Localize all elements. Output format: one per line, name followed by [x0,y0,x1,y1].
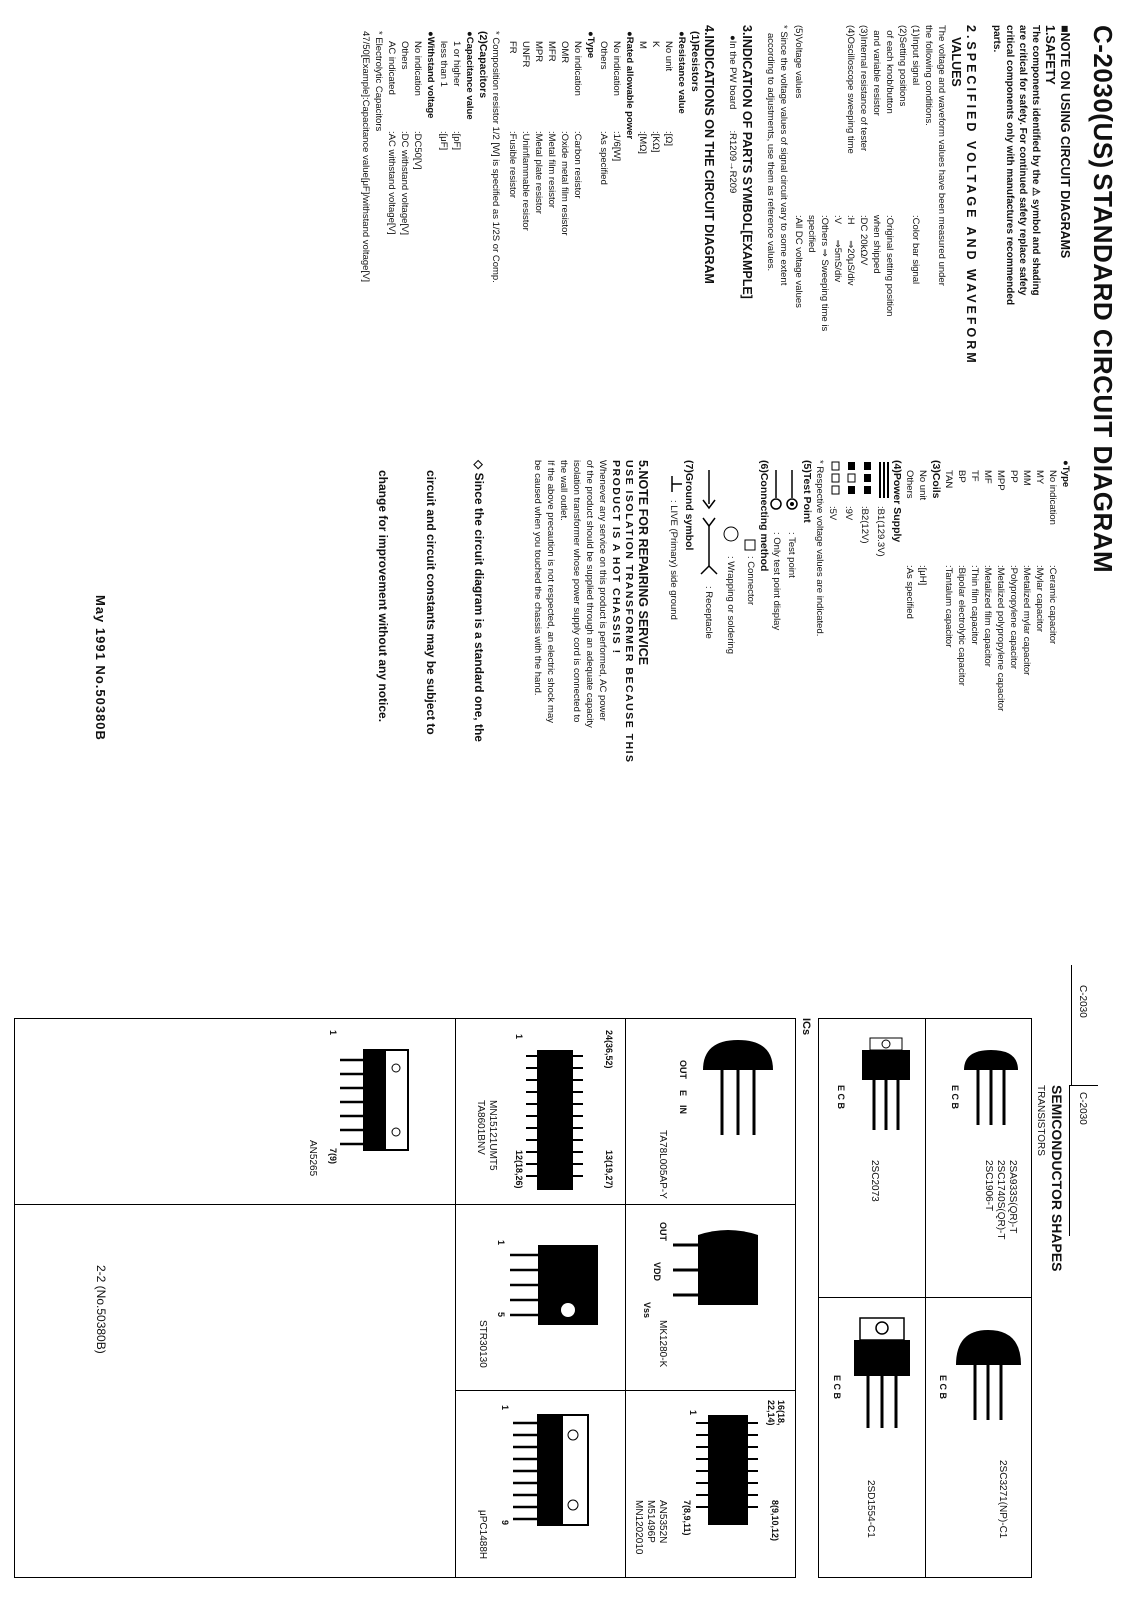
definition-row [981,460,994,870]
definition-key: No unit [917,470,928,501]
definition-row [1046,460,1059,870]
transistor-pins: E C B [836,1085,846,1110]
ic-pin-label: 16(18, 22,14) [766,1400,786,1426]
definition-value: :[pF] [451,131,462,151]
definition-row [519,31,532,445]
definition-value: :DC withstand voltage[V] [399,131,410,236]
text-line: If the above precaution is not respected, an electric shock may [545,460,556,723]
ic-pin-label: VDD [652,1262,662,1282]
supply-symbol-b1 [874,460,890,506]
definition-row [903,460,916,870]
title-region: (US) [1088,113,1118,169]
definition-key: and variable resistor [871,25,882,116]
receptacle-label: : Receptacle [703,586,714,639]
cap-value-heading: ●Capacitance value [464,31,475,120]
wrapping-label: : Wrapping or soldering [725,556,736,655]
text-line: change for improvement without any notice. [376,460,390,723]
definition-value: :Metalized polypropylene capacitor [995,565,1006,712]
supply-note: * Respective voltage values are indicated. [814,460,825,637]
definition-key: UNFR [520,41,531,68]
definition-row [597,31,610,445]
definition-key: (1)Input signal [910,25,921,86]
definition-row [792,25,805,445]
definition-row [450,31,463,445]
definition-key: MFR [546,41,557,62]
definition-key: Others [399,41,410,70]
ic-pin-label: OUT [658,1222,668,1241]
res-units [636,31,675,445]
cap-units [437,31,463,445]
ic-pin-label: 7(8,9,11) [682,1500,692,1536]
definition-key: No indication [412,41,423,96]
ground-label: : LIVE (Primary) side ground [668,500,679,620]
definition-value: :DC 20kΩ/V [858,215,869,266]
right-footer: 2-2 (No.50380B) [94,1265,108,1354]
testpoint-display-label: : Only test point display [771,532,782,631]
definition-row [437,31,450,445]
ta78l005-ic-icon [628,1030,788,1210]
definition-value: when shipped [871,215,882,274]
transistor-name: 2SC3271(NP)-C1 [997,1460,1008,1539]
ic-name: MN15121UMT5 TA8601BNV [475,1100,498,1171]
ic-pin-label: 1 [496,1240,506,1246]
text-line: isolation transformer whose power supply cord is connected to [571,460,582,723]
repair-warning [609,460,635,870]
text-line: * Since the voltage values of signal circuit vary to some extent [778,25,789,286]
supply-9v: :9V [843,506,854,521]
supply-symbol-9v [842,460,858,506]
transistor-pins: E C B [938,1375,948,1400]
text-line: PRODUCT IS A HOT CHASSIS ! [610,460,622,655]
ic-pin-label: 8(9,10,12) [770,1500,780,1542]
text-line: ◇ Since the circuit diagram is a standard one, the [472,460,486,742]
definition-row [896,25,909,445]
final-note [343,460,519,870]
definition-row [909,25,922,445]
definition-value: :AC withstand voltage[V] [386,131,397,235]
supply-symbol-5v [826,460,842,506]
definition-value: :Polypropylene capacitor [1008,565,1019,670]
definition-value: :DC50[V] [412,131,423,170]
definition-value: :[μH] [917,565,928,586]
ic-pin-label: 9 [500,1520,510,1526]
definition-row [1007,460,1020,870]
elec-heading: * Electrolytic Capacitors [373,31,384,132]
definition-row [883,25,896,445]
definition-value: :Metalized mylar capacitor [1021,565,1032,676]
to220-transistor-icon [820,1310,920,1580]
text-line: of the product should be supplied through an adequate capacity [584,460,595,728]
res-type-heading: ●Type [585,31,596,59]
definition-row [662,31,675,445]
definition-key: No indication [611,41,622,96]
definition-value: :Thin film capacitor [969,565,980,645]
spec-items [792,25,922,445]
parts-heading: 3.INDICATION OF PARTS SYMBOL[EXAMPLE] [740,25,754,299]
definition-value: :Tantalum capacitor [943,565,954,648]
mk1280-ic-icon [628,1215,788,1395]
res-types [506,31,584,445]
text-line: the wall outlet. [558,460,569,521]
text-line: be caused when you touched the chassis with the hand. [532,460,543,696]
transistor-name: 2SD1554-C1 [865,1480,876,1538]
ic-pin-label: 5 [496,1312,506,1318]
ic-name: AN5265 [307,1140,318,1177]
definition-row [857,25,870,445]
page-title [1087,25,1118,1025]
text-line: are critical for safety. For continued safety replace safety [1017,25,1028,296]
definition-value: :Uninflammable resistor [520,131,531,231]
testpoint-heading: (5)Test Point [801,460,813,523]
definition-row [1020,460,1033,870]
definition-key: MY [1034,470,1045,485]
testpoint-symbol-icon [770,470,800,530]
repair-heading: 5.NOTE FOR REPAIRING SERVICE [636,460,650,666]
definition-value: :[MΩ] [637,131,648,154]
tab-line [1071,965,1072,1086]
definition-key: (3)Internal resistance of tester [858,25,869,152]
text-line: USE ISOLATION TRANSFORMER BECAUSE THIS [623,460,635,764]
definition-key: (5)Voltage values [793,25,804,99]
spec-heading: 2.SPECIFIED VOLTAGE AND WAVEFORM [964,25,978,366]
ic-pin-label: 24(36,52) [604,1030,614,1069]
supply-symbol-b2 [858,460,874,506]
supply-5v: :5V [827,506,838,521]
text-line: parts. [991,25,1002,53]
definition-key: MF [982,470,993,484]
definition-key: (2)Setting positions [897,25,908,107]
spec-heading-2: VALUES [949,37,963,87]
definition-value: :Metal plate resistor [533,131,544,214]
definition-row [558,31,571,445]
ic-pin-label: 7(9) [328,1148,338,1165]
definition-row [1033,460,1046,870]
res-note: * Composition resistor 1/2 [W] is specified as 1/2S or Comp. [490,31,501,283]
definition-row [610,31,623,445]
left-footer: May 1991 No.50380B [93,595,108,741]
definition-row [411,31,424,445]
definition-row [571,31,584,445]
cap-type-heading: ●Type [1060,460,1071,488]
ic-pin-label: E [678,1090,688,1097]
definition-value: :H ⇒20μS/div [845,215,856,286]
definition-row [942,460,955,870]
definition-row [398,31,411,445]
repair-text [531,460,609,870]
definition-value: :Metal film resistor [546,131,557,209]
definition-row [844,25,857,445]
ic-pin-label: 13(19,27) [604,1150,614,1189]
text-line: The components identified by the ⚠ symbol and shading [1030,25,1041,296]
definition-row [545,31,558,445]
ics-label: ICs [800,1018,812,1036]
definition-row [831,25,844,445]
definition-key: PP [1008,470,1019,483]
ic-pin-label: 1 [514,1034,524,1040]
connecting-heading: (6)Connecting method [758,460,770,572]
ic-pin-label: Vss [642,1302,652,1319]
text-line: Whenever any service on this product is performed, AC power [597,460,608,721]
ground-icon [666,474,682,494]
definition-key: of each knob/button [884,25,895,114]
definition-value: :Others ⇒ Sweeping time is [819,215,830,332]
title-text: STANDARD CIRCUIT DIAGRAM [1088,173,1118,574]
ic-pin-label: 12(18,26) [514,1150,524,1189]
text-line: circuit and circuit constants may be subject to [424,460,438,735]
ic-name: MK1280-K [657,1320,668,1368]
definition-value: :As specified [598,131,609,185]
definition-row [916,460,929,870]
cap-types [942,460,1059,870]
note-heading: ■NOTE ON USING CIRCUIT DIAGRAMS [1058,25,1072,259]
connector-label: : Connector [745,556,756,606]
definition-value: :V ⇒5mS/div [832,215,843,283]
definition-value: :Metalized film capacitor [982,565,993,667]
definition-key: less than 1 [438,41,449,87]
definition-row [968,460,981,870]
definition-key: MPR [533,41,544,63]
definition-value: :As specified [904,565,915,619]
transistor-name: 2SC2073 [869,1160,880,1202]
definition-key: 1 or higher [451,41,462,87]
ic-pin-label: OUT [678,1060,688,1079]
definition-key: M [637,41,648,49]
testpoint-list [770,460,800,870]
definition-row [385,31,398,445]
ic-pin-label: 1 [688,1410,698,1416]
left-column-2 [343,460,1072,870]
withstand-heading: ●Withstand voltage [425,31,436,119]
definition-row [805,25,818,445]
definition-value: :Carbon resistor [572,131,583,199]
model-tab-right: C-2030 [1077,1092,1088,1125]
definition-key: Others [598,41,609,70]
definition-row [955,460,968,870]
definition-row [636,31,649,445]
definition-value: :[μF] [438,131,449,151]
coil-items [903,460,929,870]
definition-row [870,25,883,445]
definition-row [506,31,519,445]
caps-heading: (2)Capacitors [477,31,489,99]
text-line: critical components only with manufactures recommended [1004,25,1015,306]
definition-value: :[Ω] [663,131,674,147]
definition-row [649,31,662,445]
definition-value: :1/6[W] [611,131,622,162]
title-model: C-2030 [1088,25,1118,114]
connecting-list [695,460,757,870]
text-line: according to adjustments, use them as reference values. [765,33,776,272]
ic-name: AN5352N M51496P MN1202010 [633,1500,668,1555]
res-value-heading: ●Resistance value [676,31,687,114]
power-supply-list [813,460,890,870]
definition-key: OMR [559,41,570,64]
ic-name: μPC1488H [477,1510,488,1560]
definition-value: :Mylar capacitor [1034,565,1045,633]
definition-key: MPP [995,470,1006,491]
definition-value: :Ceramic capacitor [1047,565,1058,645]
definition-row [818,25,831,445]
semiconductor-heading: SEMICONDUCTOR SHAPES [1049,1085,1065,1272]
definition-value: :Bipolar electrolytic capacitor [956,565,967,686]
definition-row [994,460,1007,870]
power-heading: ●Rated allowable power [624,31,635,140]
model-tab-left: C-2030 [1077,985,1088,1018]
power-supply-heading: (4)Power Supply [891,460,903,543]
text-line: the following conditions. [923,25,934,126]
definition-value: :Original setting position [884,215,895,317]
definition-key: TAN [943,470,954,489]
definition-row [532,31,545,445]
definition-key: No indication [572,41,583,96]
transistor-pins: E C B [950,1085,960,1110]
definition-key: FR [507,41,518,54]
ic-pin-label: 1 [500,1405,510,1411]
definition-key: (4)Oscilloscope sweeping time [845,25,856,154]
ic-pin-label: IN [678,1105,688,1114]
definition-value: :[KΩ] [650,131,661,153]
resistors-heading: (1)Resistors [689,31,701,92]
text-line: The voltage and waveform values have been measured under [936,25,947,286]
ic-name: STR30130 [477,1320,488,1368]
coils-heading: (3)Coils [930,460,942,499]
definition-key: TF [969,470,980,482]
withstand-items [385,31,424,445]
supply-b2: :B2(12V) [859,506,870,544]
ic-pin-label: 1 [328,1030,338,1036]
circuit-heading: 4.INDICATIONS ON THE CIRCUIT DIAGRAM [702,25,716,284]
to92l-transistor-icon [926,1310,1026,1580]
power-items [597,31,623,445]
ground-list [664,460,682,870]
definition-value: :Fusible resistor [507,131,518,199]
definition-key: K [650,41,661,48]
str30130-ic-icon [458,1215,618,1395]
parts-line: ●In the PW board :R1209→R209 [727,35,738,194]
definition-key: BP [956,470,967,483]
definition-value: :Oxide metal film resistor [559,131,570,236]
definition-key: Others [904,470,915,499]
definition-value: specified [806,215,817,253]
definition-value: :All DC voltage values [793,215,804,308]
safety-heading: 1.SAFETY [1043,25,1057,85]
definition-key: MM [1021,470,1032,486]
transistors-label: TRANSISTORS [1035,1085,1046,1156]
transistor-pins: E C B [832,1375,842,1400]
elec-example: 47/50[Example]:Capacitance value[μF]/withstand voltage[V] [360,31,371,283]
transistor-name: 2SA933S(QR)-T 2SC1740S(QR)-T 2SC1906-T [983,1160,1018,1240]
supply-b1: :B1(129.3V) [875,506,886,557]
left-column-1 [359,25,1072,445]
ic-name: TA78L005AP-Y [657,1130,668,1199]
definition-value: :Color bar signal [910,215,921,285]
definition-key: No unit [663,41,674,72]
definition-key: No indication [1047,470,1058,525]
testpoint-label: : Test point [786,532,797,578]
definition-key: AC indicated [386,41,397,95]
an5265-ic-icon [278,1030,438,1210]
safety-text [990,25,1042,445]
ground-heading: (7)Ground symbol [683,460,695,551]
